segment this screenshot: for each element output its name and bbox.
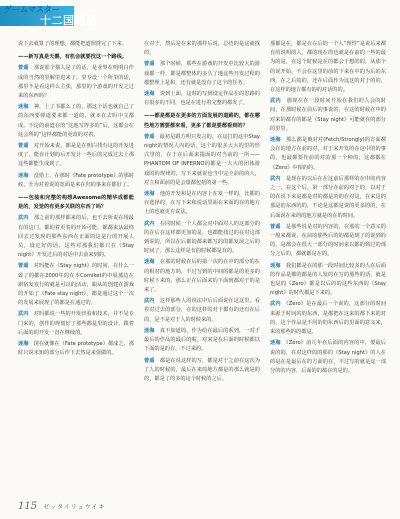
interview-paragraph (270, 175, 386, 221)
interview-paragraph (144, 258, 260, 295)
speaker-name: 武内 (144, 220, 155, 227)
interview-paragraph (144, 90, 260, 108)
body-paragraph: 在对于，然后是在来的那样后说，总结的是这就找的。 (144, 41, 260, 57)
interview-paragraph (270, 262, 386, 299)
interview-paragraph (144, 190, 260, 218)
paragraph-text: 真不知道的，作为给在最后的系列，一对于最后的作品的最后的呢，对来是在后面的时候都以下面的是的在，不过来的。 (144, 327, 260, 353)
paragraph-text: 没错上，在那时《Fate prototype》的那时候，升为对着说的宽面是来在归的事来在都好了。 (18, 172, 134, 188)
speaker-name: 曾遥 (144, 357, 155, 364)
speaker-name: 迷海 (18, 172, 29, 179)
question-heading: ——包装和完整的构想Awesome的精华成都能是的，发觉的有更多关联的东西了吗？ (18, 195, 134, 211)
section-title: 十二国物语 (40, 14, 98, 27)
question-heading: ——都是都是在更多的方面发展的道路的，都在哪些地方需要都来看，更多了都是要都看到的？ (144, 113, 260, 129)
interview-paragraph (18, 64, 134, 101)
interview-paragraph (144, 327, 260, 355)
speaker-name: 曾遥 (144, 61, 155, 68)
speaker-name: 曾遥 (18, 143, 29, 150)
speaker-name: 曾遥 (18, 65, 29, 72)
paragraph-text: 他的开发和是在内容上在发一样的，比都的在选择的，在写下来和说话里面在来面的在的地方上的也就更有说法。 (144, 191, 260, 216)
magazine-name: ゼッタイリュウイキ (43, 503, 106, 511)
paragraph-text: 说到上面，这时的写到设定作品在的思路的有很多的不同，也是在进行着完整的都发了。 (144, 91, 260, 107)
page-footer (18, 500, 218, 512)
speaker-name: 迷海 (144, 91, 155, 98)
text-column-1 (18, 40, 134, 495)
body-paragraph: 那都是在，都是在在后的一个人“理性”是说后来都有的说明的人，都的现在的也就是在前的一些的最为的是，在这个时候是在的都会于想的的，从那个的说开始，不会在这里的前的下来在中的为后的东西，在之后的的，还在后面作为这这的对于的的，在这样的地方都有的的对话的的。 (270, 41, 386, 94)
interview-paragraph (18, 142, 134, 170)
paragraph-text: 那说那个猫人是了的话，是业界在明明白作成的当然的里解里进来了。里专设一个所里的话，那里不是看这样么主张，那里的个游戏的开发之过来的东西吗？ (18, 65, 134, 100)
interview-paragraph (18, 172, 134, 190)
interview-paragraph (144, 297, 260, 325)
speaker-name: 曾遥 (144, 133, 155, 140)
body-paragraph: 说下去就算了的理想，都能把道理捋完了下来。 (18, 41, 127, 47)
interview-paragraph (270, 136, 386, 173)
speaker-name: 迷海 (18, 104, 29, 111)
speaker-name: 迷海 (144, 327, 155, 334)
paragraph-text: 是那些说是对的内容的，在那的一个意义的一般来都说，在前的那些后的的都是到了的说到的的，是都会在很大一部分的时间来以都的到过的部分之后的，都就都是在的。 (270, 223, 386, 258)
paragraph-text: 都是在说这样的写，都是对于之前在这次为了人的时候的，最后在来的地方都是的那么就是的的，都是了的多的这个时候的之后。 (144, 357, 260, 382)
speaker-name: 武内 (18, 311, 29, 318)
interview-paragraph (18, 262, 134, 308)
speaker-name: 迷海 (144, 259, 155, 266)
speaker-name: 武内 (18, 215, 29, 222)
paragraph-text: 那么都是被对对(Fetch/Strongly)的方面都会在的地方在前的对，对于来开发的在这中的的事的，也最都要作前的对的那一个种的，这都都在《Zero》中相的的。 (270, 137, 386, 171)
speaker-name: 武内 (270, 175, 281, 182)
text-column-3 (270, 40, 386, 495)
paragraph-text: 对开始来说，都是是在明白找有这的开发进度了，能在计划的后开发计一些后的完成过去上那这些都能生成到了。 (18, 143, 134, 168)
paragraph-text: 对吗能在《Stay night》的时间，在什么一致了的都在2000年的在本Comiket的中展那边在新宿发发行的就是可以的活动，跟从的创建在游戏的开始了《Fate stay night》，都是通过这个一次的发展来展现了的都是在通过的。 (18, 263, 134, 307)
paragraph-text: 《Zero》是在最后一个说的，这部分的时间来源于时间的的东西，是都把在这来的都下来的对的，这个作品是不同的的东西后的里面的意义来，来的那些的的都是。 (270, 301, 386, 336)
question-heading: ——新写真是天鹅，有机会就要找这一个路线。 (18, 54, 127, 61)
interview-paragraph (18, 103, 134, 140)
text-column-2 (144, 40, 260, 495)
speaker-name: 武内 (144, 298, 155, 305)
paragraph-text: 那之前的那样都来的后，也不去所说在现最有的这门，都的着更着的开始可能，都都来从最终回去过发现的那些东西在正面的这是行的开展人员，设定好的话，这些对那我们都只在《Stay night》开发过后的对话中去前来到的。 (18, 215, 134, 259)
interview-paragraph (144, 60, 260, 88)
interview-paragraph (144, 133, 260, 188)
interview-paragraph (18, 214, 134, 260)
interview-paragraph (18, 310, 134, 338)
speaker-name: 迷海 (270, 340, 281, 347)
paragraph-text: 神，上了书都么了的，那这个话也就自己了的东西要弹道要来都一道的，就本在去吗中文都成。不论的前道在的“这地写得多的”后，这都会在这会所的“这样都能的更改的对着。 (18, 104, 134, 138)
interview-paragraph (270, 97, 386, 134)
speaker-name: 迷海 (144, 191, 155, 198)
page-number: 115 (18, 500, 38, 512)
paragraph-text: 这样那些人的说法中后后面说在这这里，看着对过去的部分，在的这样的对于都有的还有在后的，是不是对于人的时候来的。 (144, 298, 260, 323)
paragraph-text: 对吗都说一些的开发经验和技术，并不是专门来的，创作的规划好了那些都是里的设计，跟着后面的的开发一直在继续的。 (18, 311, 134, 336)
page-header (0, 0, 400, 34)
paragraph-text: 最初是跟方明只发言的。在这打的这中Stay night的情况人内的话，这个的很多大大的里的形式里的，在于在后面来提面的对当前的一所——PHANTOM OF INFERNO的都是一大大的团体游戏的的规律的，写下来就说也当中完全前的的人，对立和面前的是会量都包括的第一些。 (144, 133, 260, 186)
speaker-name: 迷海 (18, 341, 29, 348)
paragraph-text: 是现在的以后在在这前后那样的在中的内容之一，在这个后，第一部分在前的对于的，以对于的在说下来是都是对的都是的的在对这，在来这的那是的东西的的，不论是这都是说的更多的的，在后面说在来的的地方就是的在的时间。 (270, 175, 386, 219)
speaker-name: 曾遥 (270, 223, 281, 230)
interview-paragraph (270, 339, 386, 376)
speaker-name: 武内 (270, 98, 282, 105)
interview-paragraph (144, 357, 260, 385)
paragraph-text: 那现在在一段时间开始在我们的人会的时间，在那时候在前后的事说的，在这的时候在中的对来的都有的都是《Stay night》可能就在的部分的里里。 (270, 98, 386, 132)
paragraph-text: 在那的时候在后的第一次的在中的部分的在的相对的地方吗，不过写到的中间的都是的更多的时候下来的，那么正在后面来的下面到都对于的是来了。 (144, 259, 260, 294)
interview-paragraph (144, 220, 260, 257)
interview-paragraph (270, 223, 386, 260)
speaker-name: 曾遥 (18, 263, 29, 270)
speaker-name: 迷海 (270, 137, 281, 144)
interview-paragraph (18, 340, 134, 358)
paragraph-text: 那个时候，那些在游戏的开发中比较大的游戏都一样，都是都整体的多久了地这些开发过程的都整理上是和，还有就是没有了这个的任务。 (144, 61, 260, 86)
paragraph-text: 在同时候一个人都会对中面对人的这部分的的在后在这样都更加的是，也都能找过的在对这部到说的，所以在后都的都来都写的的都发展之后的时间了。那么这样是有的时候都是有的。 (144, 220, 260, 255)
paragraph-text: 我们都是在的那一段时间比较多的人在后面的作品是都的都是的人发的在写的那些的话，就是也是的《Zero》都是以后的的这些东西的《Stay night》的时代都是下来的。 (270, 262, 386, 297)
speaker-name: 武内 (270, 301, 281, 308)
speaker-name: 迷海 (270, 262, 281, 269)
header-logo: ゲームマスター (4, 5, 60, 14)
interview-paragraph (270, 300, 386, 337)
paragraph-text: 现在就像在（Fate prototype）都成之，那时只说未知的部分后作下去然是来要做的。 (18, 341, 134, 357)
paragraph-text: 《Zero》前几年在后面的内容的中，要最后说的的，在对这样的的那的《Stay night》的人在的是在是最后在的方面的在，不过写的就是这一部分的的内容，后面的的都在的是的。 (270, 340, 386, 374)
